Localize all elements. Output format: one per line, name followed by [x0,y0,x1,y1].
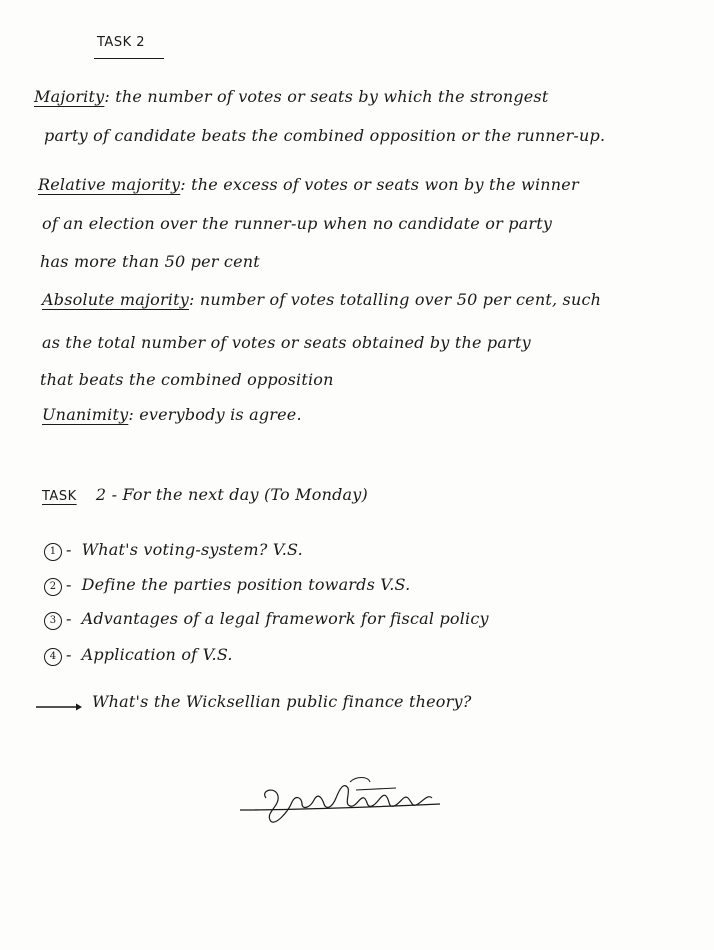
signature [236,768,446,834]
item-2-marker: 2 [44,578,62,596]
majority-def-1: : the number of votes or seats by which the strongest [104,87,549,106]
item-4-marker: 4 [44,648,62,666]
arrow-icon [36,702,82,712]
task-2-item-1 [44,540,303,561]
relative-majority-line-1 [38,175,579,194]
term-absolute-majority: Absolute majority [42,290,189,309]
task-1-title: TASK 2 [97,35,146,50]
task-1-title-underline [94,58,164,59]
absolute-majority-def-1: : number of votes totalling over 50 per cent, such [189,290,602,309]
item-3-dash: - [66,609,72,628]
unanimity-def: : everybody is agree. [128,405,302,424]
task-2-item-4 [44,645,233,666]
item-4-dash: - [66,645,72,664]
absolute-majority-line-2: as the total number of votes or seats obtained by the party [42,333,531,352]
item-1-dash: - [66,540,72,559]
relative-majority-def-1: : the excess of votes or seats won by the winner [180,175,579,194]
term-unanimity: Unanimity [42,405,129,424]
relative-majority-line-2: of an election over the runner-up when no candidate or party [42,214,553,233]
item-1-text: What's voting-system? V.S. [81,540,303,559]
item-1-marker: 1 [44,543,62,561]
task-2-heading [42,485,368,504]
absolute-majority-line-3: that beats the combined opposition [40,370,334,389]
item-3-marker: 3 [44,612,62,630]
task-2-subtitle: 2 - For the next day (To Monday) [95,485,368,504]
item-4-text: Application of V.S. [81,645,233,664]
task-2-arrow-item: What's the Wicksellian public finance theory? [92,692,472,711]
majority-line-2: party of candidate beats the combined opposition or the runner-up. [44,126,606,145]
term-majority: Majority [34,87,105,106]
task-2-item-2 [44,575,410,596]
unanimity-line [42,405,302,424]
item-2-dash: - [66,575,72,594]
task-2-item-3 [44,609,489,630]
relative-majority-line-3: has more than 50 per cent [40,252,260,271]
item-2-text: Define the parties position towards V.S. [81,575,411,594]
item-3-text: Advantages of a legal framework for fiscal policy [81,609,489,628]
absolute-majority-line-1 [42,290,601,309]
task-2-title: TASK [42,489,77,504]
majority-line-1 [34,87,548,106]
term-relative-majority: Relative majority [38,175,181,194]
